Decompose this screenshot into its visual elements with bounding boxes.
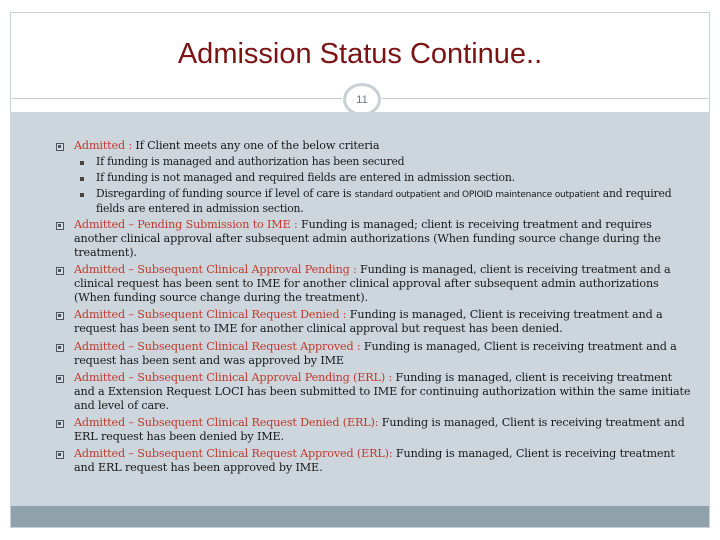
checkbox-bullet-icon bbox=[56, 312, 64, 320]
list-item-approval-pending: Admitted – Subsequent Clinical Approval Pending : Funding is managed, client is receiving treatment and a clinical request has been sent to IME for another clinical approval after subsequent admin authorizations (When funding source change during the treatment). bbox=[74, 263, 671, 304]
list-item-request-denied-erl: Admitted – Subsequent Clinical Request Denied (ERL): Funding is managed, Client is receiving treatment and ERL request has been denied by IME. bbox=[74, 416, 685, 443]
sub-item: If funding is not managed and required fields are entered in admission section. bbox=[96, 171, 515, 184]
slide-number-badge: 11 bbox=[343, 83, 381, 116]
square-bullet-icon bbox=[80, 193, 84, 197]
sub-item: If funding is managed and authorization has been secured bbox=[96, 155, 405, 168]
title-divider-right bbox=[382, 98, 708, 99]
sub-item: Disregarding of funding source if level of care is standard outpatient and OPIOID maintenance outpatient and required fields are entered in admission section. bbox=[96, 187, 672, 215]
checkbox-bullet-icon bbox=[56, 344, 64, 352]
footer-bar bbox=[11, 506, 709, 527]
list-item-request-denied: Admitted – Subsequent Clinical Request Denied : Funding is managed, Client is receiving treatment and a request has been sent to IME for another clinical approval but request has been denied. bbox=[74, 308, 663, 335]
list-item-request-approved: Admitted – Subsequent Clinical Request Approved : Funding is managed, Client is receiving treatment and a request has been sent and was approved by IME bbox=[74, 340, 677, 367]
checkbox-bullet-icon bbox=[56, 143, 64, 151]
slide-title: Admission Status Continue.. bbox=[177, 38, 543, 70]
checkbox-bullet-icon bbox=[56, 451, 64, 459]
square-bullet-icon bbox=[80, 161, 84, 165]
checkbox-bullet-icon bbox=[56, 375, 64, 383]
list-item-pending-submission: Admitted – Pending Submission to IME : Funding is managed; client is receiving treatment and requires another clinical approval after subsequent admin authorizations (When funding source change during the treatment). bbox=[74, 218, 661, 259]
checkbox-bullet-icon bbox=[56, 420, 64, 428]
list-item-approval-pending-erl: Admitted – Subsequent Clinical Approval Pending (ERL) : Funding is managed, client is receiving treatment and a Extension Request LOCI has been submitted to IME for continuing authorization within the same initiate and level of care. bbox=[74, 371, 691, 412]
checkbox-bullet-icon bbox=[56, 267, 64, 275]
square-bullet-icon bbox=[80, 177, 84, 181]
list-item-admitted: Admitted : If Client meets any one of the below criteria bbox=[74, 139, 380, 152]
title-divider-left bbox=[12, 98, 342, 99]
list-item-request-approved-erl: Admitted – Subsequent Clinical Request Approved (ERL): Funding is managed, Client is receiving treatment and ERL request has been approved by IME. bbox=[74, 447, 675, 474]
checkbox-bullet-icon bbox=[56, 222, 64, 230]
